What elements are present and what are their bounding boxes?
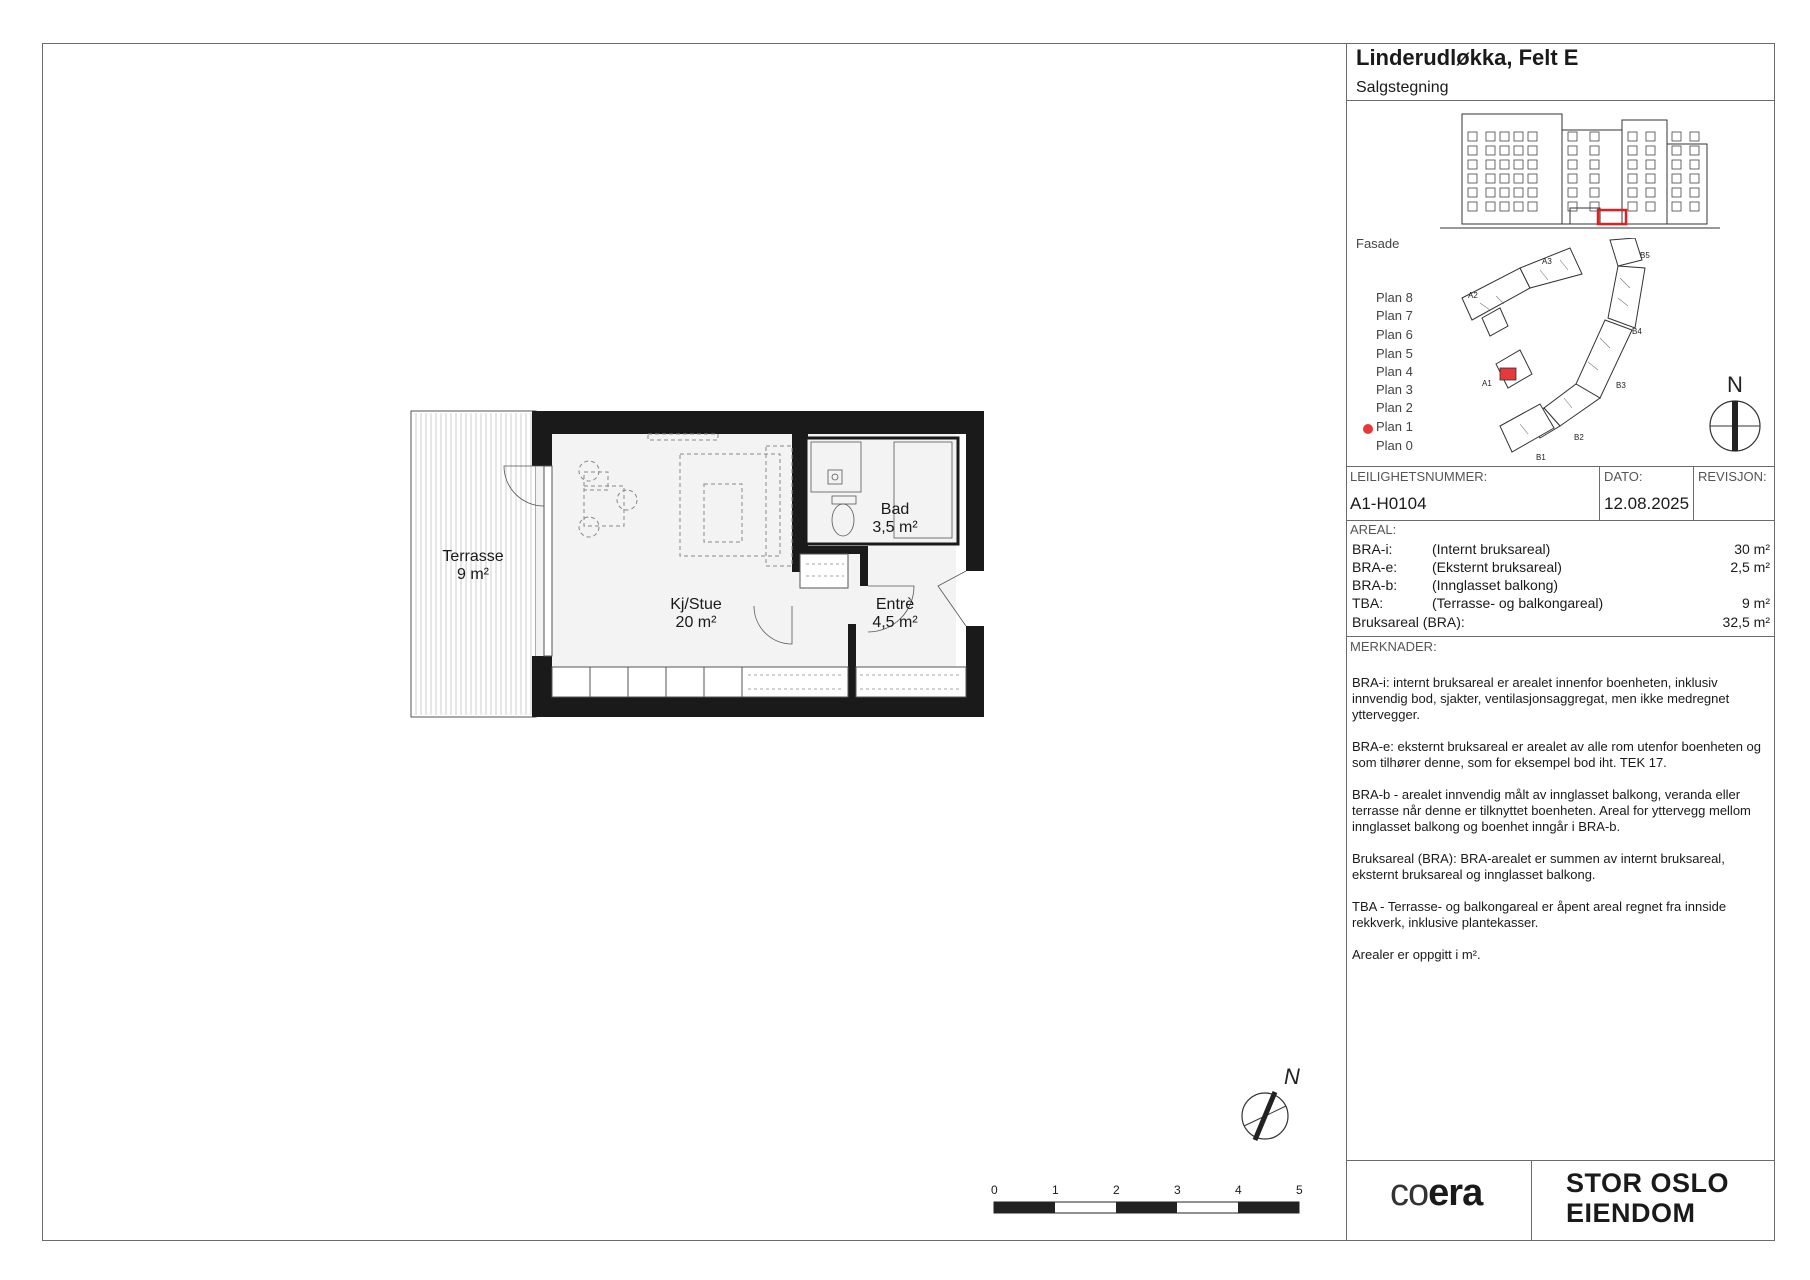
apartment-number-label: LEILIGHETSNUMMER: xyxy=(1350,469,1488,484)
room-area: 3,5 m² xyxy=(872,519,918,536)
building-label: B1 xyxy=(1536,453,1546,462)
date-label: DATO: xyxy=(1604,469,1643,484)
note-paragraph: TBA - Terrasse- og balkongareal er åpent areal regnet fra innside rekkverk, inklusive plantekasser. xyxy=(1352,899,1727,930)
plan-item-8: Plan 8 xyxy=(1376,290,1413,305)
divider xyxy=(1346,520,1775,521)
facade-label: Fasade xyxy=(1356,236,1400,251)
drawing-type: Salgstegning xyxy=(1356,79,1449,96)
room-name: Entrè xyxy=(875,596,915,613)
plan-item-6: Plan 6 xyxy=(1376,327,1413,342)
building-label: A1 xyxy=(1482,379,1492,388)
areal-code: Bruksareal (BRA): xyxy=(1352,614,1465,630)
date-value: 12.08.2025 xyxy=(1604,494,1690,513)
apartment-number-value: A1-H0104 xyxy=(1350,494,1427,513)
areal-code: BRA-b: xyxy=(1352,577,1398,593)
north-label: N xyxy=(1727,372,1743,397)
note-paragraph: Bruksareal (BRA): BRA-arealet er summen av internt bruksareal, eksternt bruksareal og innglasset balkong. xyxy=(1352,851,1725,882)
stor-oslo-eiendom-logo: STOR OSLO EIENDOM xyxy=(1566,1168,1730,1228)
plan-item-7: Plan 7 xyxy=(1376,308,1413,323)
scale-tick: 3 xyxy=(1174,1183,1181,1197)
scale-bar xyxy=(993,1201,1303,1215)
note-paragraph: BRA-b - arealet innvendig målt av innglasset balkong, veranda eller terrasse når denne er tilknyttet boenheten. Areal for yttervegg mellom innglasset balkong og boenhet inngår i BRA-b. xyxy=(1352,787,1751,834)
scale-tick: 4 xyxy=(1235,1183,1242,1197)
areal-desc: (Eksternt bruksareal) xyxy=(1432,559,1562,575)
selected-unit-marker xyxy=(1500,368,1516,380)
plan-item-5: Plan 5 xyxy=(1376,346,1413,361)
divider xyxy=(1346,1160,1775,1161)
note-paragraph: Arealer er oppgitt i m². xyxy=(1352,947,1481,962)
areal-code: BRA-i: xyxy=(1352,541,1393,557)
building-label: B5 xyxy=(1640,251,1650,260)
divider xyxy=(1346,466,1775,467)
note-paragraph: BRA-e: eksternt bruksareal er arealet av alle rom utenfor boenheten og som tilhører denne, som for eksempel bod iht. TEK 17. xyxy=(1352,739,1762,770)
areal-code: TBA: xyxy=(1352,595,1384,611)
scale-tick: 5 xyxy=(1296,1183,1303,1197)
areal-header: AREAL: xyxy=(1350,522,1397,537)
floor-plan xyxy=(408,408,988,722)
scale-tick: 2 xyxy=(1113,1183,1120,1197)
plan-item-1: Plan 1 xyxy=(1376,419,1413,434)
areal-value: 2,5 m² xyxy=(1730,559,1770,575)
room-name: Bad xyxy=(880,501,910,518)
plan-item-3: Plan 3 xyxy=(1376,382,1413,397)
areal-desc: (Innglasset balkong) xyxy=(1432,577,1559,593)
north-arrow-floorplan xyxy=(1232,1064,1304,1150)
room-area: 9 m² xyxy=(457,566,489,583)
revision-label: REVISJON: xyxy=(1698,469,1767,484)
areal-desc: (Internt bruksareal) xyxy=(1432,541,1551,557)
areal-row xyxy=(1352,559,1770,577)
scale-tick: 1 xyxy=(1052,1183,1059,1197)
building-label: A3 xyxy=(1542,257,1552,266)
facade-illustration xyxy=(1440,108,1720,233)
site-key-plan xyxy=(1460,238,1680,463)
notes-header: MERKNADER: xyxy=(1350,639,1437,654)
areal-row xyxy=(1352,577,1770,595)
building-label: B3 xyxy=(1616,381,1626,390)
north-arrow-keyplan xyxy=(1706,372,1764,454)
areal-code: BRA-e: xyxy=(1352,559,1398,575)
plan-item-2: Plan 2 xyxy=(1376,400,1413,415)
room-area: 20 m² xyxy=(675,614,717,631)
building-label: B4 xyxy=(1632,327,1642,336)
plan-item-0: Plan 0 xyxy=(1376,438,1413,453)
divider xyxy=(1531,1160,1532,1241)
building-label: A2 xyxy=(1468,291,1478,300)
room-name: Terrasse xyxy=(442,548,504,565)
room-name: Kj/Stue xyxy=(670,596,722,613)
coera-logo: coera xyxy=(1390,1172,1483,1214)
areal-value: 32,5 m² xyxy=(1722,614,1770,630)
scale-tick: 0 xyxy=(991,1183,998,1197)
divider xyxy=(1346,636,1775,637)
divider xyxy=(1693,466,1694,520)
note-paragraph: BRA-i: internt bruksareal er arealet innenfor boenheten, inklusiv innvendig bod, sjakter, ventilasjonsaggregat, men ikke medregnet yttervegger. xyxy=(1352,675,1730,722)
notes-body xyxy=(1352,675,1772,979)
building-label: B2 xyxy=(1574,433,1584,442)
active-plan-dot xyxy=(1363,424,1373,434)
divider xyxy=(1599,466,1600,520)
areal-row xyxy=(1352,614,1770,632)
areal-value: 30 m² xyxy=(1734,541,1770,557)
project-title: Linderudløkka, Felt E xyxy=(1356,45,1579,70)
divider xyxy=(1346,100,1775,101)
areal-desc: (Terrasse- og balkongareal) xyxy=(1432,595,1604,611)
areal-row xyxy=(1352,541,1770,559)
areal-value: 9 m² xyxy=(1742,595,1770,611)
plan-item-4: Plan 4 xyxy=(1376,364,1413,379)
compass-n: N xyxy=(1284,1064,1300,1089)
areal-row xyxy=(1352,595,1770,613)
room-area: 4,5 m² xyxy=(872,614,918,631)
